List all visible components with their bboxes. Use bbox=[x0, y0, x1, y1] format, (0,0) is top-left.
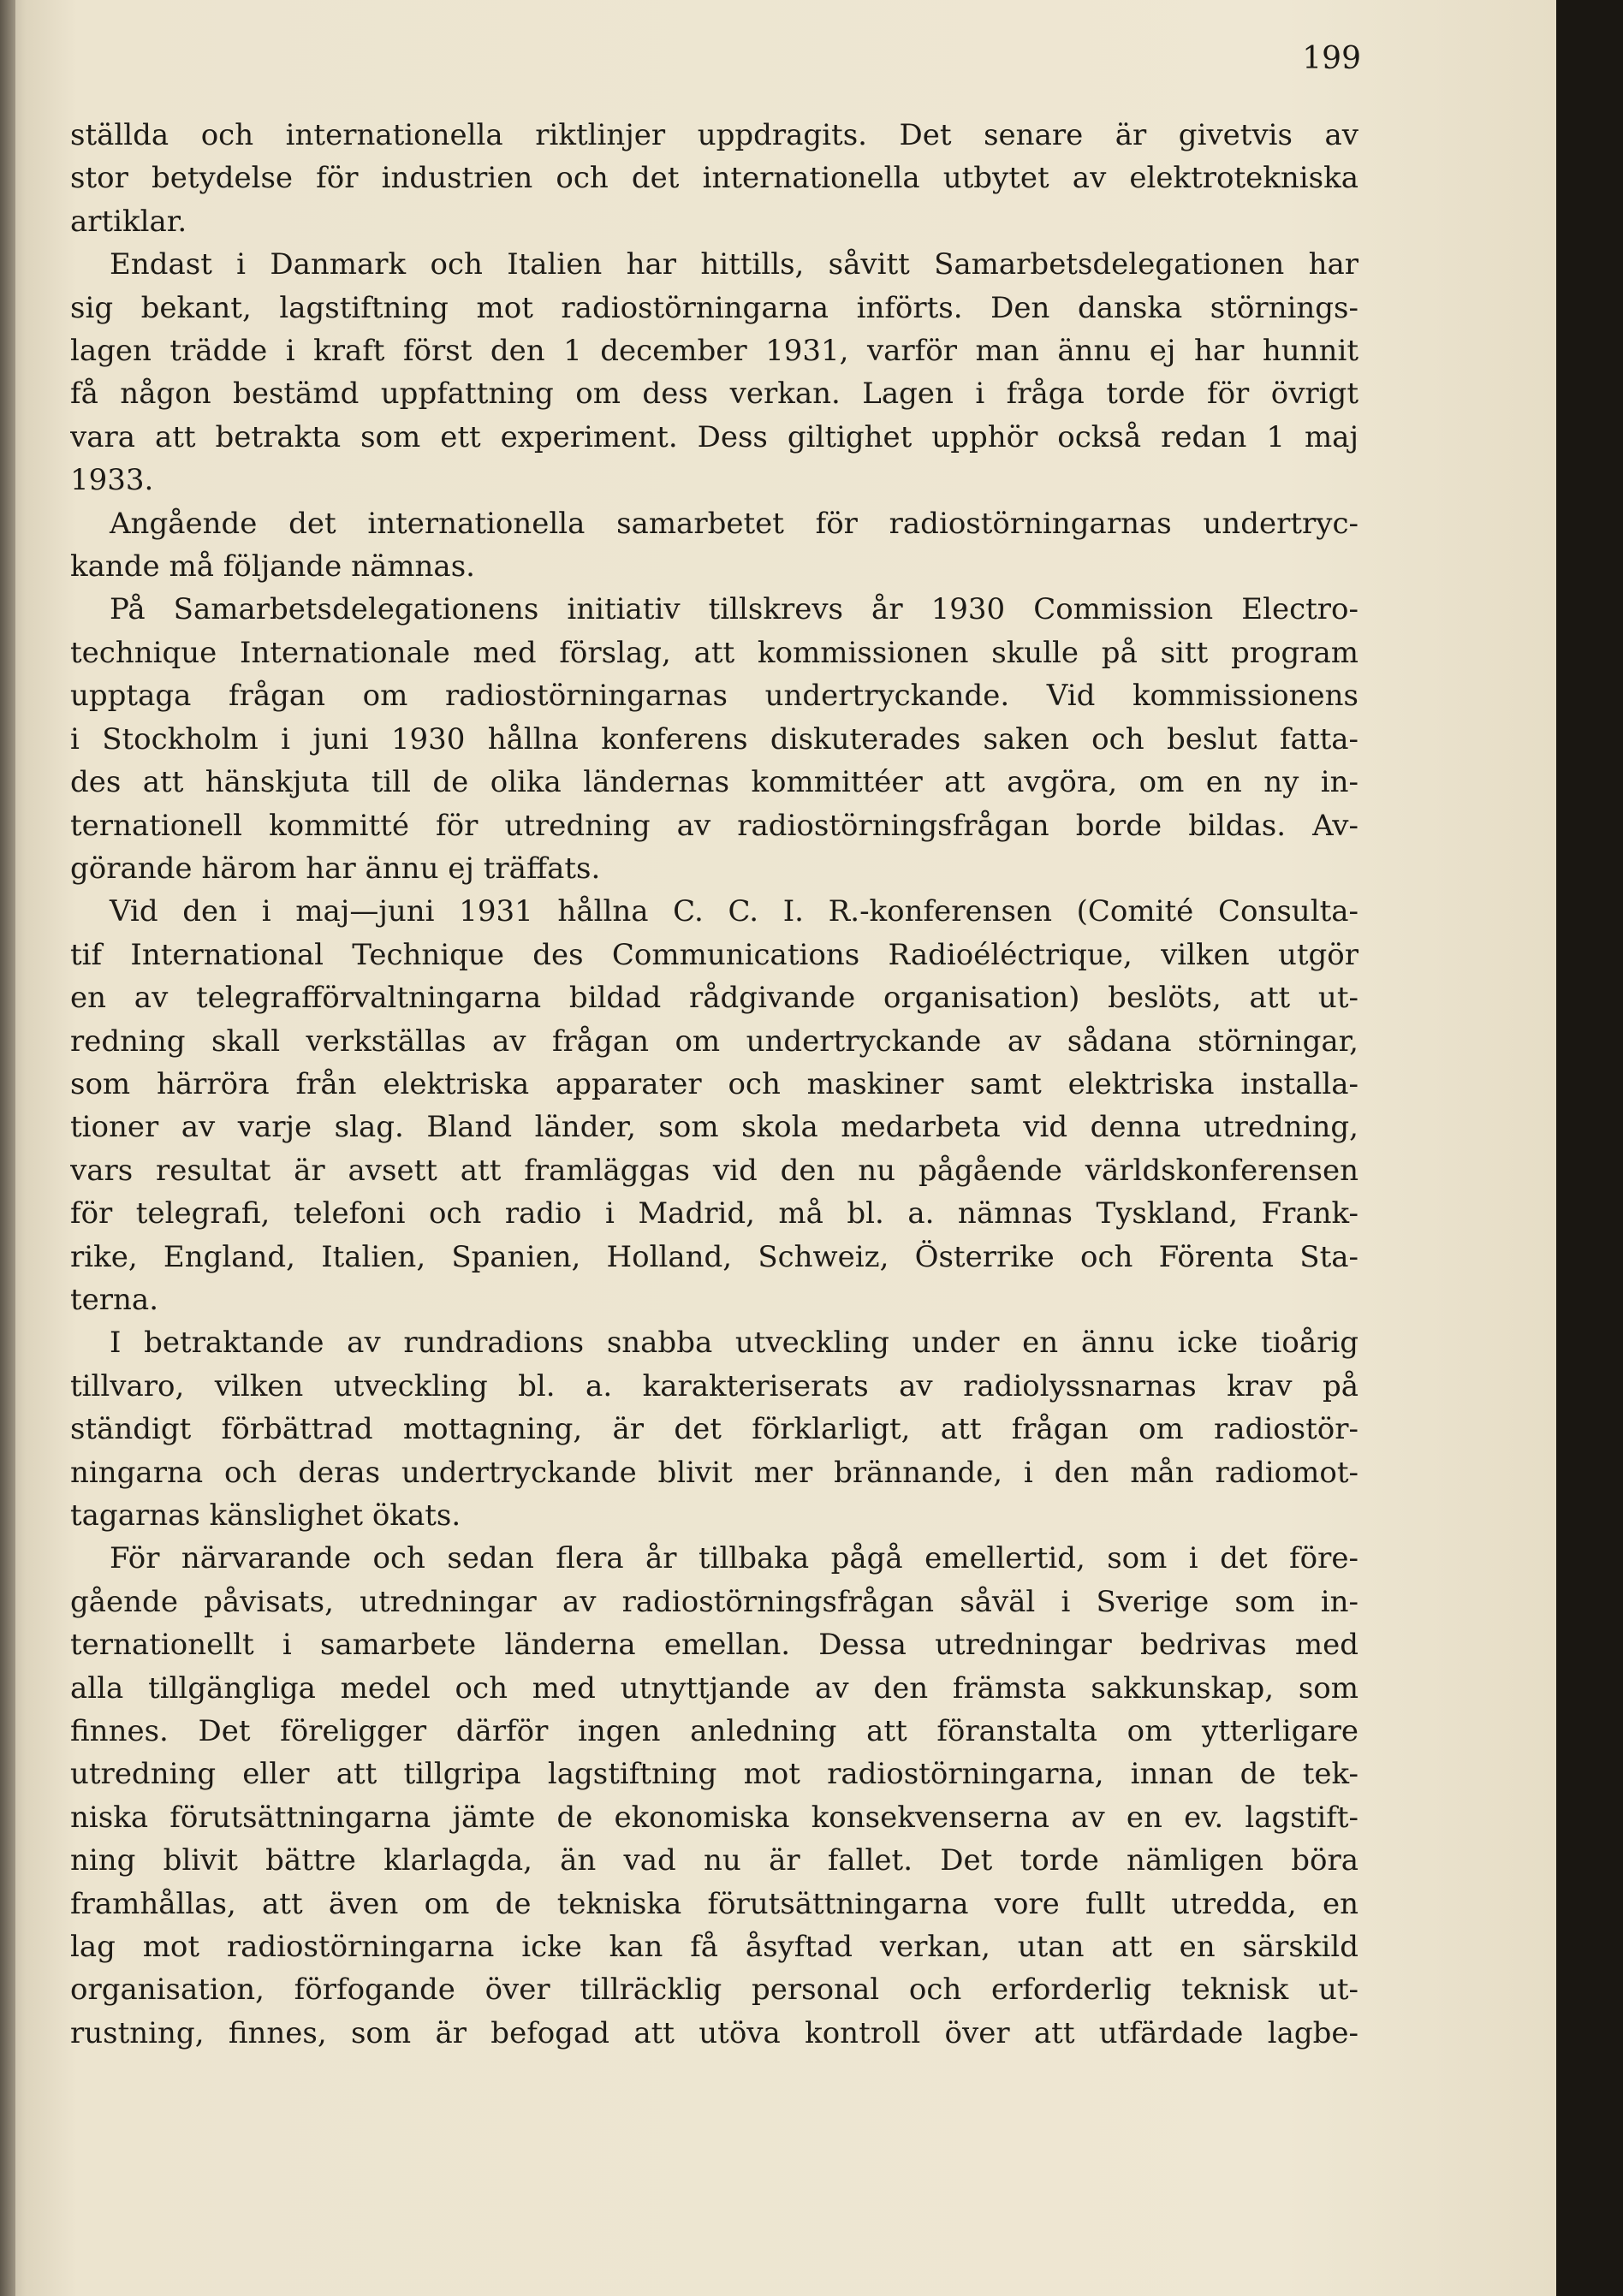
paragraph bbox=[70, 502, 1358, 589]
text-line: artiklar. bbox=[70, 204, 187, 239]
text-line: niska förutsättningarna jämte de ekonomiska konsekvenserna av en ev. lagstift- bbox=[70, 1800, 1358, 1835]
text-line: För närvarande och sedan flera år tillbaka pågå emellertid, som i det före- bbox=[110, 1541, 1358, 1576]
text-line: gående påvisats, utredningar av radiostörningsfrågan såväl i Sverige som in- bbox=[70, 1584, 1358, 1619]
text-line: ställda och internationella riktlinjer uppdragits. Det senare är givetvis av bbox=[70, 118, 1358, 152]
text-line: ternationellt i samarbete länderna emellan. Dessa utredningar bedrivas med bbox=[70, 1628, 1358, 1663]
text-line: vars resultat är avsett att framläggas vid den nu pågående världskonferensen bbox=[70, 1153, 1358, 1188]
text-line: vara att betrakta som ett experiment. Dess giltighet upphör också redan 1 maj bbox=[70, 419, 1358, 454]
text-line: des att hänskjuta till de olika ländernas kommittéer att avgöra, om en ny in- bbox=[70, 765, 1358, 800]
text-line: terna. bbox=[70, 1282, 159, 1317]
text-line: stor betydelse för industrien och det internationella utbytet av elektrotekniska bbox=[70, 161, 1358, 196]
text-line: finnes. Det föreligger därför ingen anledning att föranstalta om ytterligare bbox=[70, 1714, 1358, 1749]
paragraph bbox=[70, 588, 1358, 890]
text-line: På Samarbetsdelegationens initiativ tillskrevs år 1930 Commission Electro- bbox=[110, 592, 1358, 627]
text-line: I betraktande av rundradions snabba utveckling under en ännu icke tioårig bbox=[110, 1326, 1358, 1361]
text-line: ningarna och deras undertryckande blivit mer brännande, i den mån radiomot- bbox=[70, 1455, 1358, 1490]
text-line: Endast i Danmark och Italien har hittills, såvitt Samarbetsdelegationen har bbox=[110, 247, 1358, 282]
text-line: sig bekant, lagstiftning mot radiostörningarna införts. Den danska störnings- bbox=[70, 290, 1358, 325]
text-line: redning skall verkställas av frågan om undertryckande av sådana störningar, bbox=[70, 1023, 1358, 1059]
text-line: en av telegrafförvaltningarna bildad rådgivande organisation) beslöts, att ut- bbox=[70, 981, 1358, 1016]
text-line: ning blivit bättre klarlagda, än vad nu är fallet. Det torde nämligen böra bbox=[70, 1843, 1358, 1878]
text-line: alla tillgängliga medel och med utnyttjande av den främsta sakkunskap, som bbox=[70, 1670, 1358, 1706]
text-line: få någon bestämd uppfattning om dess verkan. Lagen i fråga torde för övrigt bbox=[70, 377, 1358, 412]
text-line: organisation, förfogande över tillräcklig personal och erforderlig teknisk ut- bbox=[70, 1973, 1358, 2008]
body-text bbox=[70, 114, 1358, 2055]
text-line: ständigt förbättrad mottagning, är det förklarligt, att frågan om radiostör- bbox=[70, 1412, 1358, 1447]
text-line: lag mot radiostörningarna icke kan få åsyftad verkan, utan att en särskild bbox=[70, 1930, 1358, 1965]
book-spine-shadow bbox=[0, 0, 15, 2296]
paragraph bbox=[70, 890, 1358, 1321]
text-line: tioner av varje slag. Bland länder, som skola medarbeta vid denna utredning, bbox=[70, 1110, 1358, 1145]
text-line: rustning, finnes, som är befogad att utöva kontroll över att utfärdade lagbe- bbox=[70, 2015, 1358, 2050]
text-line: i Stockholm i juni 1930 hållna konferens diskuterades saken och beslut fatta- bbox=[70, 721, 1358, 756]
text-line: för telegrafi, telefoni och radio i Madrid, må bl. a. nämnas Tyskland, Frank- bbox=[70, 1196, 1358, 1231]
text-line: tagarnas känslighet ökats. bbox=[70, 1498, 461, 1533]
text-line: som härröra från elektriska apparater och maskiner samt elektriska installa- bbox=[70, 1066, 1358, 1101]
text-line: lagen trädde i kraft först den 1 december 1931, varför man ännu ej har hunnit bbox=[70, 334, 1358, 369]
text-line: 1933. bbox=[70, 463, 154, 498]
text-line: tif International Technique des Communications Radioéléctrique, vilken utgör bbox=[70, 937, 1358, 972]
text-line: framhållas, att även om de tekniska förutsättningarna vore fullt utredda, en bbox=[70, 1886, 1358, 1921]
paragraph bbox=[70, 1537, 1358, 2055]
page-number: 199 bbox=[1302, 41, 1361, 76]
paragraph bbox=[70, 1321, 1358, 1537]
paragraph bbox=[70, 114, 1358, 243]
text-line: upptaga frågan om radiostörningarnas undertryckande. Vid kommissionens bbox=[70, 679, 1358, 714]
text-line: ternationell kommitté för utredning av radiostörningsfrågan borde bildas. Av- bbox=[70, 808, 1358, 843]
text-line: kande må följande nämnas. bbox=[70, 549, 475, 584]
text-line: rike, England, Italien, Spanien, Holland, Schweiz, Österrike och Förenta Sta- bbox=[70, 1239, 1358, 1274]
text-line: Angående det internationella samarbetet för radiostörningarnas undertryc- bbox=[110, 506, 1358, 541]
text-line: tillvaro, vilken utveckling bl. a. karakteriserats av radiolyssnarnas krav på bbox=[70, 1368, 1358, 1403]
text-line: Vid den i maj—juni 1931 hållna C. C. I. R.-konferensen (Comité Consulta- bbox=[110, 894, 1358, 929]
paragraph bbox=[70, 243, 1358, 501]
text-line: görande härom har ännu ej träffats. bbox=[70, 851, 601, 886]
text-line: utredning eller att tillgripa lagstiftning mot radiostörningarna, innan de tek- bbox=[70, 1757, 1358, 1792]
text-line: technique Internationale med förslag, att kommissionen skulle på sitt program bbox=[70, 635, 1358, 670]
